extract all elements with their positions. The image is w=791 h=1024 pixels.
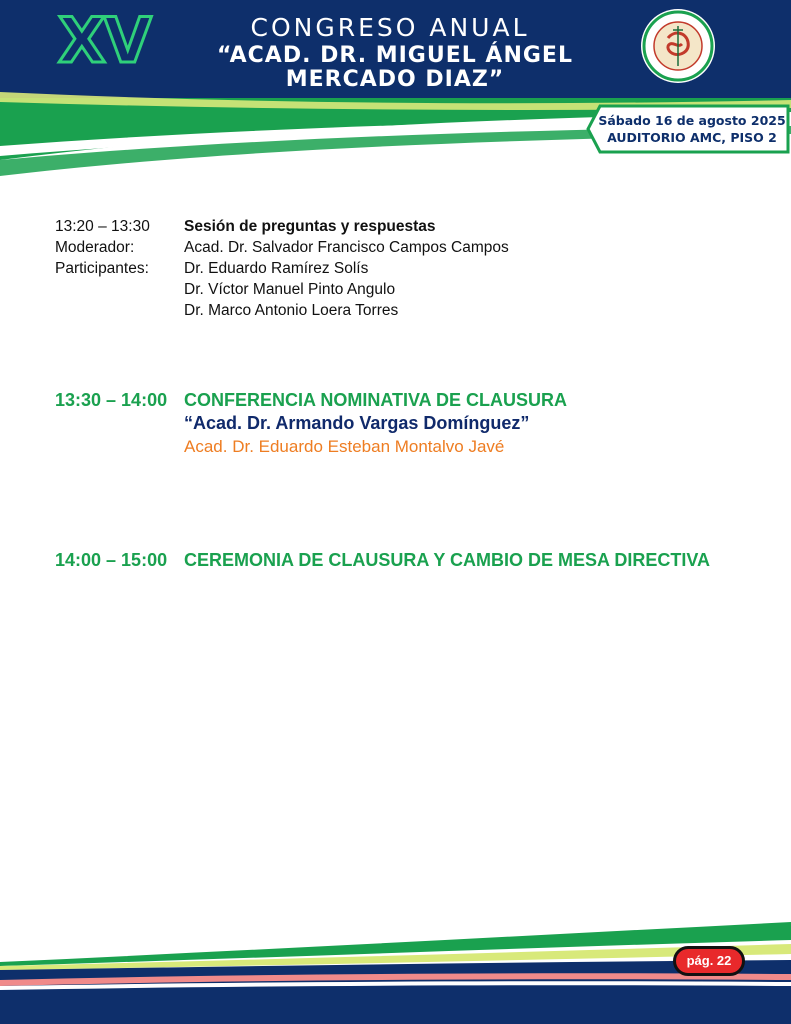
participant-name: Dr. Marco Antonio Loera Torres xyxy=(184,302,399,319)
event-date: Sábado 16 de agosto 2025 xyxy=(598,113,786,128)
congress-title: CONGRESO ANUAL xyxy=(250,13,530,42)
conference-speaker: Acad. Dr. Eduardo Esteban Montalvo Javé xyxy=(184,437,505,456)
session-time: 13:20 – 13:30 xyxy=(55,218,150,235)
ceremony-time: 14:00 – 15:00 xyxy=(55,550,168,570)
congress-roman-numeral: XV xyxy=(58,4,150,77)
page-number: pág. 22 xyxy=(673,946,745,976)
congress-subtitle: “ACAD. DR. MIGUEL ÁNGEL MERCADO DIAZ” xyxy=(217,43,573,93)
participant-name: Dr. Eduardo Ramírez Solís xyxy=(184,260,369,277)
participant-name: Dr. Víctor Manuel Pinto Angulo xyxy=(184,281,396,298)
conference-honoree: “Acad. Dr. Armando Vargas Domínguez” xyxy=(184,413,530,433)
session-title: Sesión de preguntas y respuestas xyxy=(184,218,436,235)
conference-time: 13:30 – 14:00 xyxy=(55,390,168,410)
association-seal-icon xyxy=(640,8,716,84)
ceremony-title: CEREMONIA DE CLAUSURA Y CAMBIO DE MESA DIRECTIVA xyxy=(184,550,711,570)
conference-title: CONFERENCIA NOMINATIVA DE CLAUSURA xyxy=(184,390,567,410)
participants-label: Participantes: xyxy=(55,260,149,277)
moderator-label: Moderador: xyxy=(55,239,135,256)
date-badge xyxy=(586,104,790,154)
event-location: AUDITORIO AMC, PISO 2 xyxy=(607,130,777,145)
moderator-name: Acad. Dr. Salvador Francisco Campos Campos xyxy=(184,239,509,256)
